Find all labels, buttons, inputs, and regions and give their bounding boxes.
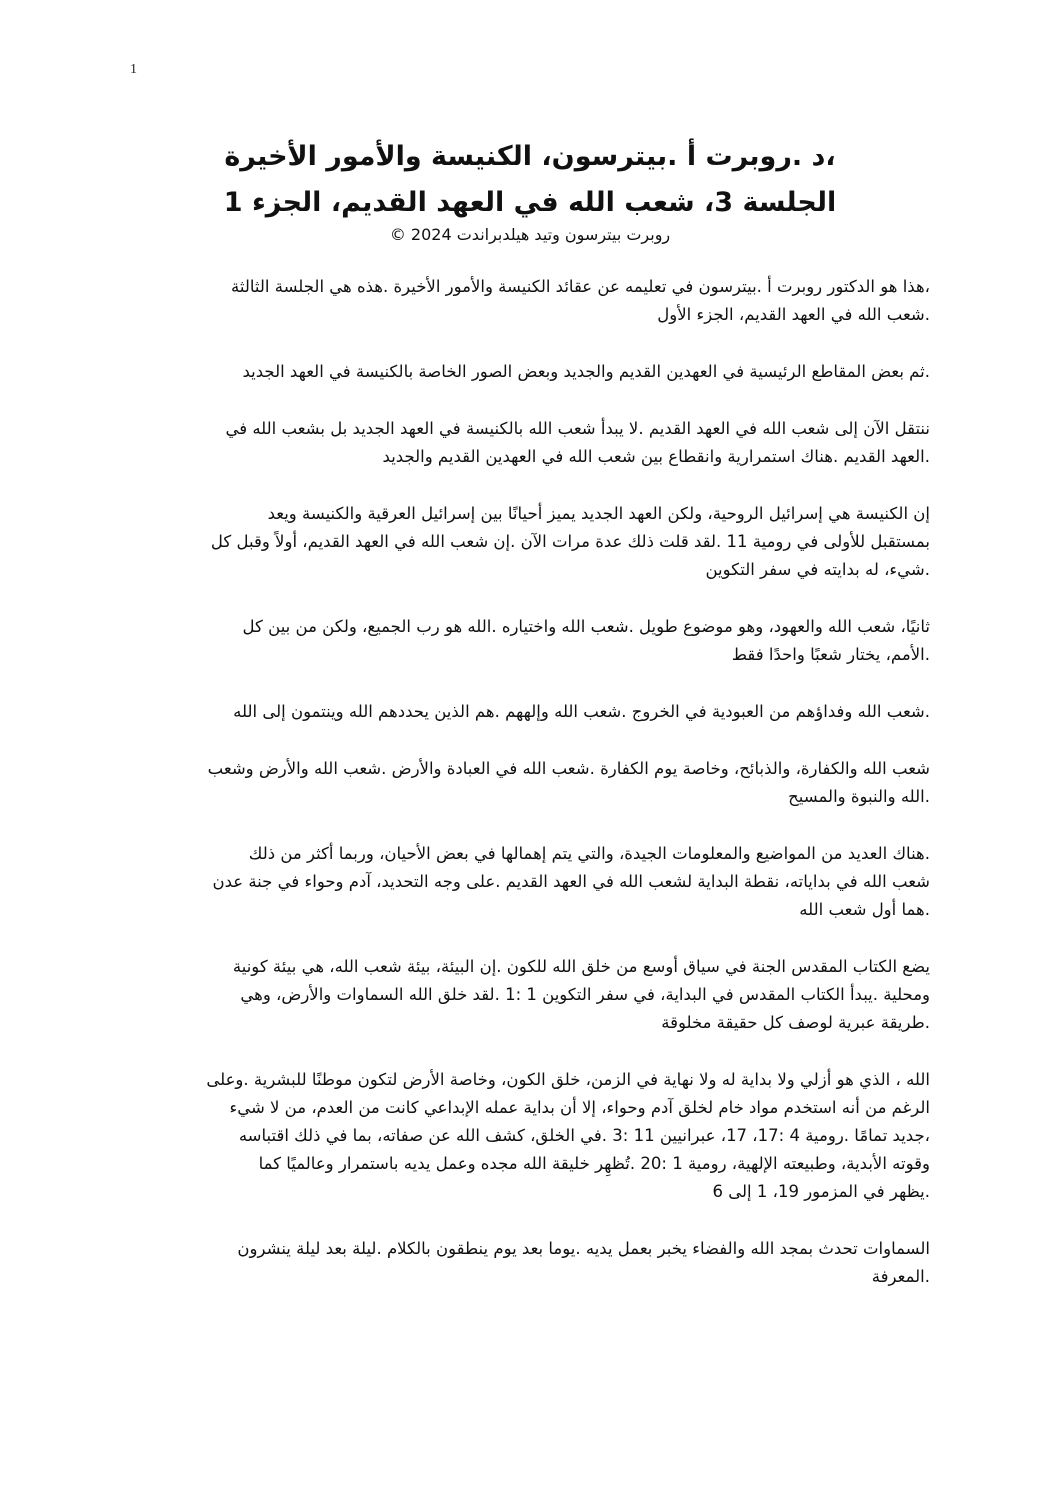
- paragraph-line: ،هذا هو الدكتور روبرت أ .بيترسون في تعليمه عن عقائد الكنيسة والأمور الأخيرة .هذه هي الجلسة الثالثة: [231, 277, 930, 296]
- paragraph-line: .الأمم، يختار شعبًا واحدًا فقط: [731, 645, 930, 664]
- paragraph-line: .هما أول شعب الله: [799, 900, 930, 919]
- paragraph-line: .العهد القديم .هناك استمرارية وانقطاع بين شعب الله في العهدين القديم والجديد: [382, 447, 930, 466]
- paragraph: [135, 840, 930, 924]
- paragraph: [135, 500, 930, 584]
- paragraph-line: .طريقة عبرية لوصف كل حقيقة مخلوقة: [661, 1013, 930, 1032]
- paragraph: [135, 1235, 930, 1291]
- paragraph-line: إن الكنيسة هي إسرائيل الروحية، ولكن العهد الجديد يميز أحيانًا بين إسرائيل العرقية والكنيسة ويعد: [267, 504, 930, 523]
- paragraph: [135, 358, 930, 386]
- paragraph-line: .المعرفة: [871, 1267, 930, 1286]
- paragraph-line: .الله والنبوة والمسيح: [788, 787, 930, 806]
- paragraph-line: الله ، الذي هو أزلي ولا بداية له ولا نهاية في الزمن، خلق الكون، وخاصة الأرض لتكون موطنًا للبشرية .وعلى: [206, 1070, 930, 1089]
- paragraph-line: وقوته الأبدية، وطبيعته الإلهية، رومية 1 :20 .تُظهِر خليقة الله مجده وعمل يديه باستمرار وعالميًا كما: [258, 1154, 930, 1173]
- paragraph-line: .شعب الله في العهد القديم، الجزء الأول: [657, 305, 930, 324]
- paragraph-line: الرغم من أنه استخدم مواد خام لخلق آدم وحواء، إلا أن بداية عمله الإبداعي كانت من العدم، من لا شيء: [229, 1098, 930, 1117]
- document-title-line-2: الجلسة 3، شعب الله في العهد القديم، الجزء 1: [223, 187, 837, 218]
- paragraph: [135, 755, 930, 811]
- paragraph-line: بمستقبل للأولى في رومية 11 .لقد قلت ذلك عدة مرات الآن .إن شعب الله في العهد القديم، أولاً وقبل كل: [210, 532, 930, 551]
- paragraph-line: .شعب الله وفداؤهم من العبودية في الخروج .شعب الله وإلههم .هم الذين يحددهم الله وينتمون إلى الله: [233, 702, 930, 721]
- paragraph-line: السماوات تحدث بمجد الله والفضاء يخبر بعمل يديه .يوما بعد يوم ينطقون بالكلام .ليلة بعد ليلة ينشرون: [237, 1239, 930, 1258]
- document-header: [140, 134, 920, 248]
- paragraph-line: .ثم بعض المقاطع الرئيسية في العهدين القديم والجديد وبعض الصور الخاصة بالكنيسة في العهد الجديد: [242, 362, 930, 381]
- paragraph-line: ننتقل الآن إلى شعب الله في العهد القديم .لا يبدأ شعب الله بالكنيسة في العهد الجديد بل بشعب الله في: [225, 419, 930, 438]
- paragraph-line: يضع الكتاب المقدس الجنة في سياق أوسع من خلق الله للكون .إن البيئة، بيئة شعب الله، هي بيئة كونية: [232, 957, 930, 976]
- paragraph: [135, 953, 930, 1037]
- paragraph-line: ،جديد تمامًا .رومية 4 :17، 17، عبرانيين 11 :3 .في الخلق، كشف الله عن صفاته، بما في ذلك اقتباسه: [238, 1126, 930, 1145]
- paragraph-line: شعب الله في بداياته، نقطة البداية لشعب الله في العهد القديم .على وجه التحديد، آدم وحواء في جنة عدن: [212, 872, 930, 891]
- copyright-notice: روبرت بيترسون وتيد هيلدبراندت 2024 ©: [389, 225, 671, 244]
- paragraph-line: .يظهر في المزمور 19، 1 إلى 6: [712, 1182, 930, 1201]
- paragraph: [135, 1066, 930, 1206]
- document-title-line-1: ،د .روبرت أ .بيترسون، الكنيسة والأمور الأخيرة: [224, 141, 836, 172]
- paragraph-line: ومحلية .يبدأ الكتاب المقدس في البداية، في سفر التكوين 1 :1 .لقد خلق الله السماوات والأرض، وهي: [240, 985, 930, 1004]
- paragraph-line: .شيء، له بدايته في سفر التكوين: [705, 560, 930, 579]
- page-number: 1: [130, 62, 137, 77]
- paragraph: [135, 273, 930, 329]
- paragraph: [135, 613, 930, 669]
- paragraph-line: .هناك العديد من المواضيع والمعلومات الجيدة، والتي يتم إهمالها في بعض الأحيان، وربما أكثر من ذلك: [248, 844, 930, 863]
- paragraph-line: ثانيًا، شعب الله والعهود، وهو موضوع طويل .شعب الله واختياره .الله هو رب الجميع، ولكن من بين كل: [242, 617, 930, 636]
- paragraph: [135, 415, 930, 471]
- document-body: [135, 273, 930, 1320]
- paragraph-line: شعب الله والكفارة، والذبائح، وخاصة يوم الكفارة .شعب الله في العبادة والأرض .شعب الله والأرض وشعب: [207, 759, 930, 778]
- paragraph: [135, 698, 930, 726]
